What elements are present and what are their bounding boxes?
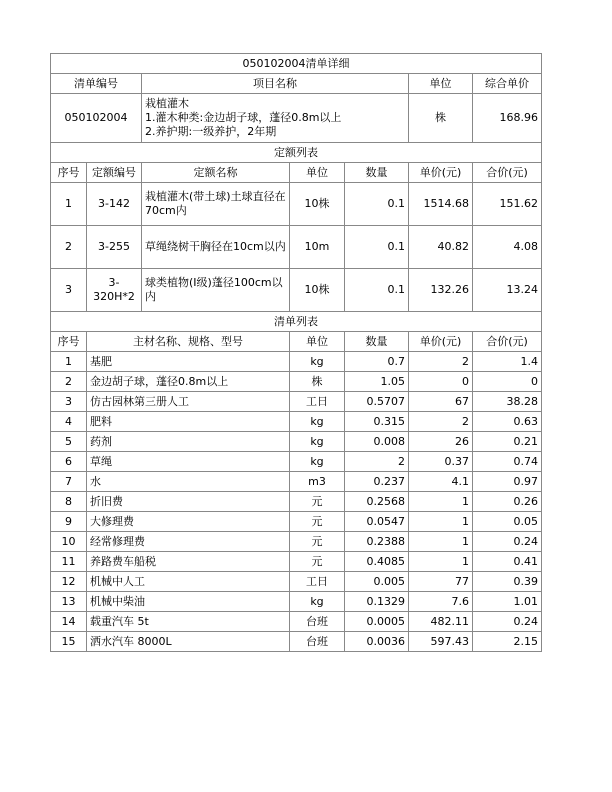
item-price: 168.96 [473,94,542,143]
material-total: 1.01 [473,592,542,612]
material-price: 4.1 [409,472,473,492]
material-total: 0.05 [473,512,542,532]
material-unit: m3 [290,472,345,492]
quota-code-header: 定额编号 [87,163,142,183]
material-unit: kg [290,352,345,372]
material-qty-header: 数量 [345,332,409,352]
material-name: 机械中柴油 [87,592,290,612]
material-total: 0.24 [473,532,542,552]
material-price: 67 [409,392,473,412]
quota-no: 3 [51,269,87,312]
material-no: 5 [51,432,87,452]
material-qty: 0.2388 [345,532,409,552]
material-total: 2.15 [473,632,542,652]
item-description-line: 2.养护期:一级养护，2年期 [145,125,277,138]
quota-unit-header: 单位 [290,163,345,183]
material-total: 0.24 [473,612,542,632]
material-unit-header: 单位 [290,332,345,352]
material-header-row [51,332,542,352]
material-no: 7 [51,472,87,492]
material-no: 4 [51,412,87,432]
quota-total: 13.24 [473,269,542,312]
quota-name: 草绳绕树干胸径在10cm以内 [142,226,290,269]
material-row [51,452,542,472]
material-row [51,372,542,392]
material-row [51,512,542,532]
quota-price-header: 单价(元) [409,163,473,183]
item-unit: 株 [409,94,473,143]
material-qty: 0.1329 [345,592,409,612]
material-no-header: 序号 [51,332,87,352]
material-qty: 0.0547 [345,512,409,532]
material-price: 1 [409,552,473,572]
item-description [142,94,409,143]
item-code: 050102004 [51,94,142,143]
material-unit: 台班 [290,612,345,632]
material-price: 0.37 [409,452,473,472]
material-qty: 0.237 [345,472,409,492]
material-qty: 0.005 [345,572,409,592]
material-price: 2 [409,352,473,372]
material-no: 2 [51,372,87,392]
material-qty: 2 [345,452,409,472]
material-unit: kg [290,452,345,472]
material-row [51,592,542,612]
material-name: 机械中人工 [87,572,290,592]
material-unit: 株 [290,372,345,392]
quota-qty: 0.1 [345,183,409,226]
material-name: 草绳 [87,452,290,472]
quota-price: 1514.68 [409,183,473,226]
material-qty: 0.315 [345,412,409,432]
quota-total-header: 合价(元) [473,163,542,183]
material-qty: 0.0036 [345,632,409,652]
material-row [51,532,542,552]
material-no: 11 [51,552,87,572]
material-total: 0 [473,372,542,392]
material-unit: 台班 [290,632,345,652]
quota-header-row [51,163,542,183]
material-total: 0.41 [473,552,542,572]
material-total: 0.74 [473,452,542,472]
material-row [51,352,542,372]
material-price: 1 [409,492,473,512]
material-no: 6 [51,452,87,472]
material-unit: 元 [290,532,345,552]
quota-row [51,226,542,269]
material-price: 482.11 [409,612,473,632]
material-no: 14 [51,612,87,632]
quota-row [51,183,542,226]
material-no: 12 [51,572,87,592]
quota-code: 3-142 [87,183,142,226]
material-price: 7.6 [409,592,473,612]
material-qty: 1.05 [345,372,409,392]
material-name: 养路费车船税 [87,552,290,572]
quota-section-title: 定额列表 [51,143,542,163]
material-price: 1 [409,532,473,552]
material-unit: 元 [290,492,345,512]
material-name: 载重汽车 5t [87,612,290,632]
material-row [51,632,542,652]
material-name: 肥料 [87,412,290,432]
material-unit: kg [290,412,345,432]
quota-code: 3-320H*2 [87,269,142,312]
quota-price: 132.26 [409,269,473,312]
item-name-header: 项目名称 [142,74,409,94]
material-price: 1 [409,512,473,532]
material-name: 仿古园林第三册人工 [87,392,290,412]
quota-total: 151.62 [473,183,542,226]
material-row [51,492,542,512]
material-price: 2 [409,412,473,432]
material-total: 38.28 [473,392,542,412]
quota-qty-header: 数量 [345,163,409,183]
material-qty: 0.2568 [345,492,409,512]
quota-row [51,269,542,312]
quota-no-header: 序号 [51,163,87,183]
material-row [51,472,542,492]
material-no: 13 [51,592,87,612]
material-row [51,392,542,412]
material-row [51,432,542,452]
material-unit: 元 [290,552,345,572]
material-unit: 工日 [290,392,345,412]
material-name: 大修理费 [87,512,290,532]
quota-unit: 10m [290,226,345,269]
material-no: 10 [51,532,87,552]
material-total: 1.4 [473,352,542,372]
quota-unit: 10株 [290,183,345,226]
quota-qty: 0.1 [345,269,409,312]
material-row [51,612,542,632]
material-qty: 0.4085 [345,552,409,572]
material-total: 0.26 [473,492,542,512]
bill-detail-table [50,53,542,652]
item-price-header: 综合单价 [473,74,542,94]
material-price: 597.43 [409,632,473,652]
item-description-line: 栽植灌木 [145,97,189,110]
material-row [51,552,542,572]
material-price: 77 [409,572,473,592]
material-no: 3 [51,392,87,412]
material-name: 经常修理费 [87,532,290,552]
material-total-header: 合价(元) [473,332,542,352]
material-name-header: 主材名称、规格、型号 [87,332,290,352]
material-qty: 0.0005 [345,612,409,632]
material-unit: kg [290,592,345,612]
material-row [51,572,542,592]
item-row [51,94,542,143]
material-unit: 工日 [290,572,345,592]
material-price: 26 [409,432,473,452]
material-qty: 0.008 [345,432,409,452]
material-price-header: 单价(元) [409,332,473,352]
material-total: 0.97 [473,472,542,492]
material-name: 折旧费 [87,492,290,512]
quota-total: 4.08 [473,226,542,269]
quota-no: 1 [51,183,87,226]
material-name: 药剂 [87,432,290,452]
material-total: 0.39 [473,572,542,592]
material-qty: 0.7 [345,352,409,372]
sheet-title: 050102004清单详细 [51,54,542,74]
material-no: 15 [51,632,87,652]
item-header-row [51,74,542,94]
material-no: 9 [51,512,87,532]
material-qty: 0.5707 [345,392,409,412]
material-total: 0.21 [473,432,542,452]
material-no: 1 [51,352,87,372]
material-name: 金边胡子球，蓬径0.8m以上 [87,372,290,392]
quota-name: 栽植灌木(带土球)土球直径在70cm内 [142,183,290,226]
quota-name: 球类植物(Ⅰ级)蓬径100cm以内 [142,269,290,312]
material-name: 水 [87,472,290,492]
item-code-header: 清单编号 [51,74,142,94]
material-no: 8 [51,492,87,512]
quota-unit: 10株 [290,269,345,312]
material-section-title: 清单列表 [51,312,542,332]
material-price: 0 [409,372,473,392]
item-unit-header: 单位 [409,74,473,94]
material-total: 0.63 [473,412,542,432]
material-unit: kg [290,432,345,452]
material-unit: 元 [290,512,345,532]
material-row [51,412,542,432]
quota-qty: 0.1 [345,226,409,269]
quota-price: 40.82 [409,226,473,269]
material-name: 基肥 [87,352,290,372]
quota-no: 2 [51,226,87,269]
quota-name-header: 定额名称 [142,163,290,183]
quota-code: 3-255 [87,226,142,269]
material-name: 洒水汽车 8000L [87,632,290,652]
item-description-line: 1.灌木种类:金边胡子球，蓬径0.8m以上 [145,111,342,124]
